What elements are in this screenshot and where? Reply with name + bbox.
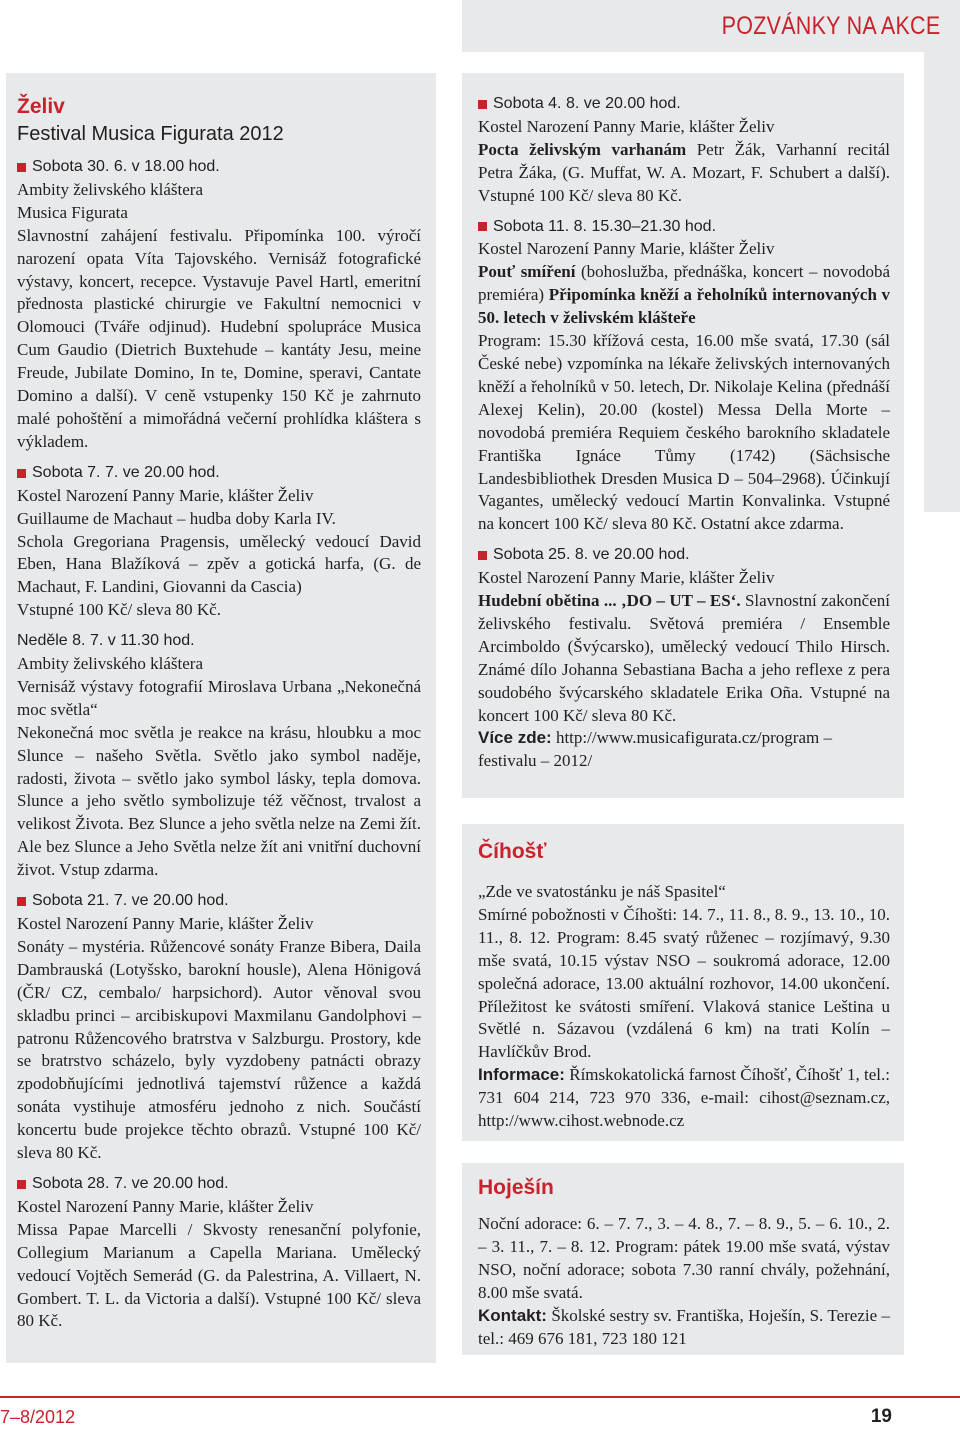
event-venue: Kostel Narození Panny Marie, klášter Želiv	[478, 239, 775, 259]
hojesin-heading: Hoješín	[478, 1176, 554, 1199]
event-venue: Kostel Narození Panny Marie, klášter Želiv	[17, 485, 314, 505]
event-date: Sobota 21. 7. ve 20.00 hod.	[17, 890, 421, 913]
event-date: Sobota 7. 7. ve 20.00 hod.	[17, 462, 421, 485]
section-title: POZVÁNKY NA AKCE	[721, 12, 940, 40]
hojesin-section	[478, 1174, 890, 1350]
bullet-square-icon	[478, 551, 487, 560]
event-description: Sonáty – mystéria. Růžencové sonáty Franze Bibera, Daila Dambrauská (Lotyšsko, barokní housle), Alena Hönigová (ČR/ CZ, cembalo/ harpsichord). Autor věnoval svou skladbu princi – arcibiskupovi Maxmilanu Gandolphovi – patronu Růžencového bratrstva v Salzburgu. Prostory, kde se bratrstvo scházelo, byly vyzdobeny patnácti obrazy zpodobňujícími jednotlivá tajemství růžence a každá sonáta vystihuje atmosféru jednoho z nich. Součástí koncertu bude projekce těchto obrazů. Vstupné 100 Kč/ sleva 80 Kč.	[17, 936, 421, 1163]
event-date: Sobota 25. 8. ve 20.00 hod.	[478, 544, 890, 567]
event-price: Vstupné 100 Kč/ sleva 80 Kč.	[17, 600, 221, 620]
event-description: Pocta želivským varhanám Petr Žák, Varhanní recitál Petra Žáka, (G. Muffat, W. A. Mozart, F. Schubert a další). Vstupné 100 Kč/ sleva 80 Kč.	[478, 139, 891, 205]
event-date: Neděle 8. 7. v 11.30 hod.	[17, 632, 195, 650]
cihost-info: Informace: Římskokatolická farnost Číhošť, Číhošť 1, tel.: 731 604 214, 723 970 336, e-mail: cihost@seznam.cz, http://www.cihost.webnode.cz	[478, 1065, 891, 1131]
page-number: 19	[870, 1406, 892, 1427]
event-item	[478, 544, 890, 773]
event-description: Hudební obětina ... ‚DO – UT – ES‘. Slavnostní zakončení želivského festivalu. Světová premiéra / Ensemble Arcimboldo (Švýcarsko), umělecký vedoucí Thilo Hirsch. Známé dílo Johanna Sebastiana Bacha a jeho reflexe z pera soudobého švýcarského skladatele Erika Oña. Vstupné na koncert 100 Kč/ sleva 80 Kč.	[478, 591, 890, 725]
cihost-section	[478, 838, 890, 1133]
event-title: Vernisáž výstavy fotografií Miroslava Urbana „Nekonečná moc světla“	[17, 676, 421, 719]
event-venue: Ambity želivského kláštera	[17, 654, 204, 674]
cihost-heading: Číhošť	[478, 840, 547, 863]
event-item	[17, 156, 421, 454]
right-column-events	[478, 93, 890, 773]
issue-number: 7–8/2012	[0, 1407, 76, 1427]
zeliv-heading: Želiv	[17, 95, 65, 118]
event-description: Slavnostní zahájení festivalu. Připomínka 100. výročí narození opata Víta Tajovského. Vernisáž fotografické výstavy, koncert, recepce. Vystavuje Pavel Hartl, emeritní přednosta plastické chirurgie ve Fakultní nemocnici v Olomouci (Tváře odjinud). Hudební spolupráce Musica Cum Gaudio (Dietrich Buxtehude – kantáty Jesu, meine Freude, Jubilate Domino, In te, Domine, speravi, Cantate Domino a další). V ceně vstupenky 150 Kč je zahrnuto malé pohoštění a mimořádná večerní prohlídka kláštera s výkladem.	[17, 225, 421, 451]
bullet-square-icon	[17, 1180, 26, 1189]
event-item	[17, 890, 421, 1165]
event-item	[17, 630, 421, 882]
event-program: Program: 15.30 křížová cesta, 16.00 mše svatá, 17.30 (sál České nebe) vzpomínka na lékaře želivských internovaných kněží a řeholníků v 50. letech, Dr. Nikolaje Kelina (přednáší Alexej Kelin), 20.00 (kostel) Messa Della Morte – novodobá premiéra Requiem českého barokního skladatele Františka Ignáce Tůmy (1742) (Sächsische Landesbibliothek Dresden Musica D – 504–2968). Účinkují Vagantes, umělecký vedoucí Martin Konvalinka. Vstupné na koncert 100 Kč/ sleva 80 Kč. Ostatní akce zdarma.	[478, 331, 890, 534]
event-date: Sobota 28. 7. ve 20.00 hod.	[17, 1173, 421, 1196]
event-venue: Ambity želivského kláštera	[17, 179, 204, 199]
event-description: Missa Papae Marcelli / Skvosty renesanční polyfonie, Collegium Marianum a Capella Mariana. Umělecký vedoucí Vojtěch Semerád (G. da Palestrina, A. Villaert, N. Gombert. T. L. da Victoria a další). Vstupné 100 Kč/ sleva 80 Kč.	[17, 1219, 421, 1331]
bullet-square-icon	[478, 100, 487, 109]
bullet-square-icon	[17, 469, 26, 478]
hojesin-contact: Kontakt: Školské sestry sv. Františka, Hoješín, S. Terezie – tel.: 469 676 181, 723 180 121	[478, 1305, 891, 1348]
event-item	[478, 93, 890, 208]
more-info: Více zde: http://www.musicafigurata.cz/program – festivalu – 2012/	[478, 728, 832, 771]
event-venue: Kostel Narození Panny Marie, klášter Želiv	[17, 1196, 314, 1216]
event-title: Musica Figurata	[17, 202, 128, 222]
event-title: Guillaume de Machaut – hudba doby Karla IV.	[17, 508, 336, 528]
side-tab	[924, 52, 960, 512]
hojesin-description: Noční adorace: 6. – 7. 7., 3. – 4. 8., 7. – 8. 9., 5. – 6. 10., 2. – 3. 11., 7. – 8. 12. Program: pátek 19.00 mše svatá, výstav NSO, noční adorace; sobota 7.30 ranní chvály, požehnání, 8.00 mše svatá.	[478, 1214, 890, 1302]
cihost-quote: „Zde ve svatostánku je náš Spasitel“	[478, 882, 726, 901]
event-venue: Kostel Narození Panny Marie, klášter Želiv	[17, 914, 314, 933]
event-venue: Kostel Narození Panny Marie, klášter Želiv	[478, 116, 775, 136]
event-date: Sobota 4. 8. ve 20.00 hod.	[478, 93, 890, 116]
event-venue: Kostel Narození Panny Marie, klášter Želiv	[478, 568, 775, 588]
event-item	[478, 216, 890, 537]
cihost-description: Smírné pobožnosti v Číhošti: 14. 7., 11. 8., 8. 9., 13. 10., 10. 11., 8. 12. Program: 8.45 svatý růženec – rozjímavý, 9.30 mše svatá, 10.15 výstav NSO – soukromá adorace, 12.00 společná adorace, 13.00 aktuální rozhovor, 14.00 ukončení. Příležitost ke svátosti smíření. Vlaková stanice Leština u Světlé n. Sázavou (vzdálená 6 km) na trati Kolín – Havlíčkův Brod.	[478, 904, 890, 1062]
event-item	[17, 1173, 421, 1333]
event-date: Sobota 30. 6. v 18.00 hod.	[17, 156, 421, 179]
event-description: Nekonečná moc světla je reakce na krásu, hloubku a moc Slunce – našeho Světla. Světlo jako symbol naděje, radosti, života – světlo jako symbol lásky, tepla domova. Slunce a jeho světlo symbolizuje též věčnost, trvalost a velikost Života. Bez Slunce a jeho světla nelze na Zemi žít. Ale bez Slunce a Jeho Světla nelze žít ani vnitřní duchovní život. Vstup zdarma.	[17, 722, 421, 880]
left-column	[17, 93, 421, 1333]
footer-rule	[0, 1396, 960, 1398]
bullet-square-icon	[17, 897, 26, 906]
festival-subtitle: Festival Musica Figurata 2012	[17, 123, 284, 145]
event-description: Schola Gregoriana Pragensis, umělecký vedoucí David Eben, Hana Blažíková – zpěv a gotická harfa, (G. de Machaut, F. Landini, Giovanni da Cascia)	[17, 531, 421, 597]
event-item	[17, 462, 421, 622]
header-bar	[462, 0, 960, 52]
event-description: Pouť smíření (bohoslužba, přednáška, koncert – novodobá premiéra) Připomínka kněží a řeholníků internovaných v 50. letech v želivském klášteře	[478, 262, 891, 328]
event-date: Sobota 11. 8. 15.30–21.30 hod.	[478, 216, 890, 239]
bullet-square-icon	[17, 163, 26, 172]
festival-link[interactable]: http://www.musicafigurata.cz/program – festivalu – 2012/	[478, 728, 832, 771]
bullet-square-icon	[478, 222, 487, 231]
